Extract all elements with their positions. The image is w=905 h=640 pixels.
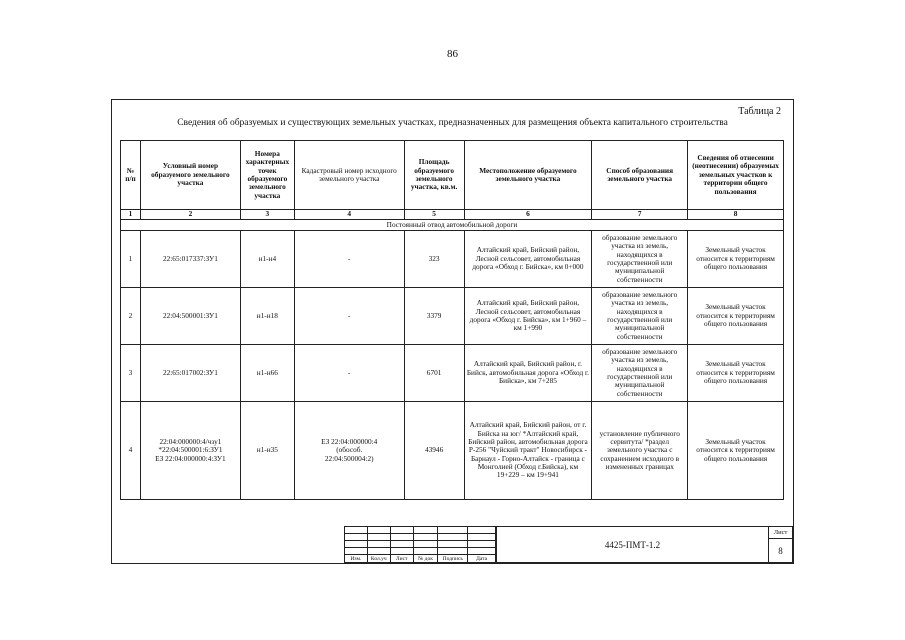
cadastral-number: -: [294, 345, 404, 402]
area: 43946: [404, 402, 464, 500]
cadastral-number: -: [294, 288, 404, 345]
revision-label: Подпись: [438, 555, 468, 563]
section-row: [121, 220, 784, 231]
revision-label: Изм.: [345, 555, 368, 563]
table-row: [121, 345, 784, 402]
formation-method: образование земельного участка из земель, находящихся в государственной или муниципальной собственности: [592, 288, 688, 345]
column-number-row: [121, 210, 784, 220]
cadastral-number: ЕЗ 22:04:000000:4 (обособ. 22:04:500004:2): [294, 402, 404, 500]
table-label: Таблица 2: [738, 106, 781, 117]
boundary-points: н1-н4: [240, 231, 294, 288]
document-frame: [111, 99, 794, 564]
header-cell: Номера характерных точек образуемого земельного участка: [240, 141, 294, 210]
header-cell: Местоположение образуемого земельного участка: [464, 141, 592, 210]
boundary-points: н1-н18: [240, 288, 294, 345]
public-use-status: Земельный участок относится к территориям общего пользования: [688, 402, 784, 500]
formation-method: установление публичного сервитута/ *раздел земельного участка с сохранением исходного в измененных границах: [592, 402, 688, 500]
header-row: [121, 141, 784, 210]
column-number: 7: [592, 210, 688, 220]
column-number: 8: [688, 210, 784, 220]
boundary-points: н1-н66: [240, 345, 294, 402]
public-use-status: Земельный участок относится к территориям общего пользования: [688, 345, 784, 402]
boundary-points: н1-н35: [240, 402, 294, 500]
area: 3379: [404, 288, 464, 345]
revision-label: Дата: [468, 555, 496, 563]
revision-label: Кол.уч: [367, 555, 390, 563]
column-number: 5: [404, 210, 464, 220]
area: 323: [404, 231, 464, 288]
conditional-number: 22:65:017337:ЗУ1: [140, 231, 240, 288]
conditional-number: 22:65:017002:ЗУ1: [140, 345, 240, 402]
sheet-box: [768, 526, 793, 563]
location: Алтайский край, Бийский район, от г. Бийска на юг/ *Алтайский край, Бийский район, автомобильная дорога Р-256 "Чуйский тракт" Новосибирск - Барнаул - Горно-Алтайск - граница с Монголией (Обход г.Бийска), км 19+229 – км 19+941: [464, 402, 592, 500]
revision-grid: [344, 526, 496, 563]
table-caption: Сведения об образуемых и существующих земельных участках, предназначенных для размещения объекта капитального строительства: [177, 118, 728, 128]
header-cell: Способ образования земельного участка: [592, 141, 688, 210]
revision-label: № док: [413, 555, 438, 563]
land-plots-table: [120, 140, 784, 500]
table-row: [121, 288, 784, 345]
header-cell: Сведения об отнесении (неотнесении) образуемых земельных участков к территории общего пользования: [688, 141, 784, 210]
row-number: 3: [121, 345, 141, 402]
column-number: 1: [121, 210, 141, 220]
formation-method: образование земельного участка из земель, находящихся в государственной или муниципальной собственности: [592, 231, 688, 288]
formation-method: образование земельного участка из земель, находящихся в государственной или муниципальной собственности: [592, 345, 688, 402]
cadastral-number: -: [294, 231, 404, 288]
header-cell: Площадь образуемого земельного участка, кв.м.: [404, 141, 464, 210]
column-number: 6: [464, 210, 592, 220]
section-title: Постоянный отвод автомобильной дороги: [121, 220, 784, 231]
column-number: 3: [240, 210, 294, 220]
location: Алтайский край, Бийский район, г. Бийск, автомобильная дорога «Обход г. Бийска», км 7+285: [464, 345, 592, 402]
row-number: 2: [121, 288, 141, 345]
location: Алтайский край, Бийский район, Лесной сельсовет, автомобильная дорога «Обход г. Бийска», км 0+000: [464, 231, 592, 288]
column-number: 2: [140, 210, 240, 220]
page-number: 86: [447, 48, 458, 60]
revision-label: Лист: [390, 555, 413, 563]
header-cell: Условный номер образуемого земельного участка: [140, 141, 240, 210]
column-number: 4: [294, 210, 404, 220]
public-use-status: Земельный участок относится к территориям общего пользования: [688, 231, 784, 288]
table-row: [121, 402, 784, 500]
document-code: 4425-ПМТ-1.2: [496, 526, 769, 563]
area: 6701: [404, 345, 464, 402]
public-use-status: Земельный участок относится к территориям общего пользования: [688, 288, 784, 345]
sheet-number: 8: [778, 545, 783, 556]
table-row: [121, 231, 784, 288]
row-number: 4: [121, 402, 141, 500]
sheet-label: Лист: [769, 527, 792, 539]
conditional-number: 22:04:000000:4/чзу1 *22:04:500001:6:ЗУ1 ЕЗ 22:04:000000:4:ЗУ1: [140, 402, 240, 500]
title-block: [344, 526, 793, 563]
row-number: 1: [121, 231, 141, 288]
header-cell: № п/п: [121, 141, 141, 210]
location: Алтайский край, Бийский район, Лесной сельсовет, автомобильная дорога «Обход г. Бийска», км 1+960 – км 1+990: [464, 288, 592, 345]
conditional-number: 22:04:500001:ЗУ1: [140, 288, 240, 345]
header-cell: Кадастровый номер исходного земельного участка: [294, 141, 404, 210]
